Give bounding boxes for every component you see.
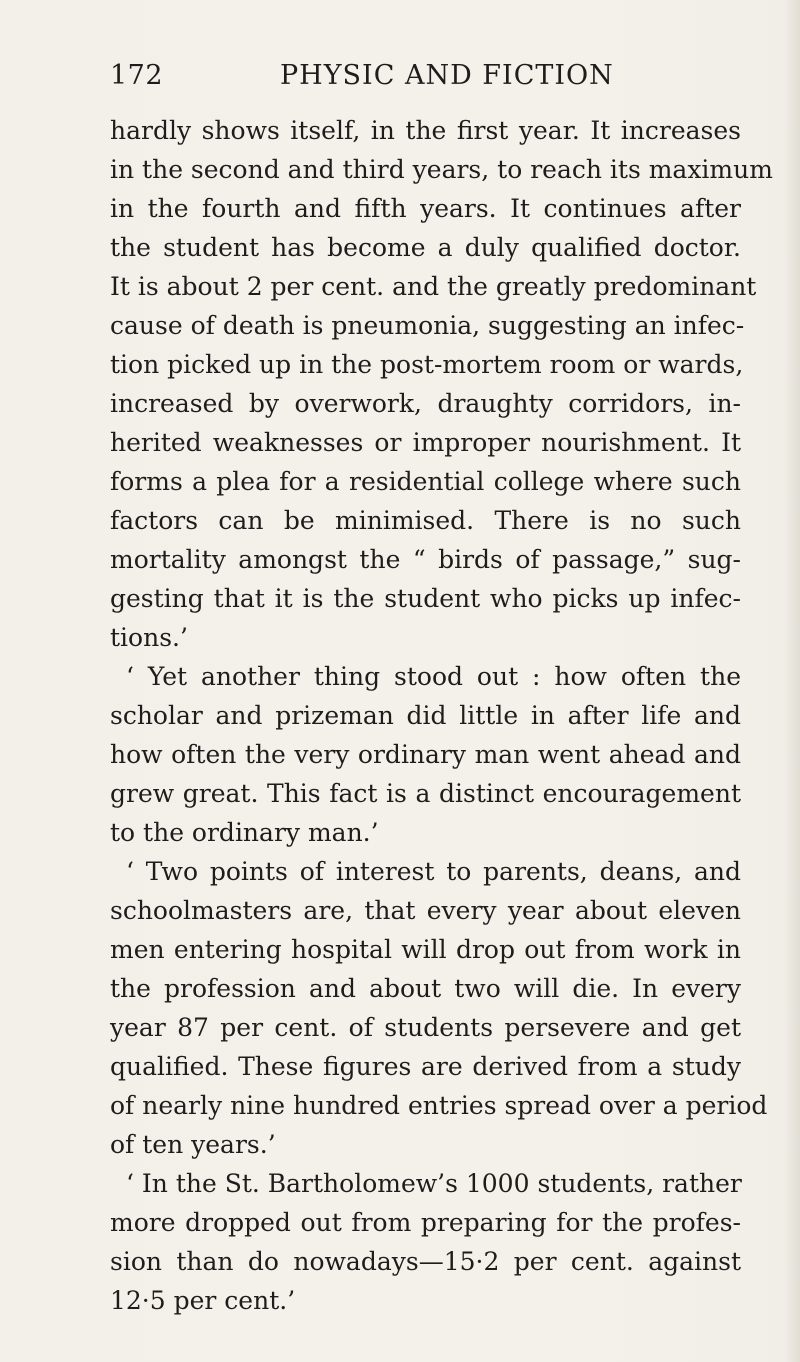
text-line: grew great. This fact is a distinct encouragement: [110, 779, 741, 808]
text-line: factors can be minimised. There is no such: [110, 506, 741, 535]
text-line: scholar and prizeman did little in after life and: [110, 701, 741, 730]
text-line: more dropped out from preparing for the profes-: [110, 1208, 741, 1237]
text-line: It is about 2 per cent. and the greatly predominant: [110, 272, 757, 301]
text-line: increased by overwork, draughty corridors, in-: [110, 389, 741, 418]
text-line: in the fourth and fifth years. It continues after: [110, 194, 741, 223]
text-line: men entering hospital will drop out from work in: [110, 935, 741, 964]
running-head: [110, 60, 740, 100]
text-line: cause of death is pneumonia, suggesting an infec-: [110, 311, 745, 340]
running-title: PHYSIC AND FICTION: [280, 60, 614, 91]
paragraph-start-line: ‘ In the St. Bartholomew’s 1000 students, rather: [126, 1169, 742, 1198]
text-line: herited weaknesses or improper nourishment. It: [110, 428, 741, 457]
text-line: the profession and about two will die. In every: [110, 974, 741, 1003]
page-edge-shadow: [784, 0, 800, 1362]
text-line: in the second and third years, to reach its maximum: [110, 155, 773, 184]
text-line: hardly shows itself, in the first year. It increases: [110, 116, 741, 145]
text-line: mortality amongst the “ birds of passage,” sug-: [110, 545, 741, 574]
body-text: [110, 111, 773, 1320]
text-line: schoolmasters are, that every year about eleven: [110, 896, 741, 925]
text-line: forms a plea for a residential college where such: [110, 467, 741, 496]
paragraph-end-line: 12·5 per cent.’: [110, 1286, 296, 1315]
paragraph-end-line: tions.’: [110, 623, 188, 652]
text-line: of nearly nine hundred entries spread over a period: [110, 1091, 768, 1120]
text-line: tion picked up in the post-mortem room or wards,: [110, 350, 744, 379]
page-number: 172: [110, 60, 164, 91]
text-line: the student has become a duly qualified doctor.: [110, 233, 741, 262]
text-line: gesting that it is the student who picks up infec-: [110, 584, 741, 613]
text-line: year 87 per cent. of students persevere and get: [110, 1013, 741, 1042]
paragraph-start-line: ‘ Yet another thing stood out : how often the: [126, 662, 741, 691]
text-line: qualified. These figures are derived from a study: [110, 1052, 741, 1081]
paragraph-start-line: ‘ Two points of interest to parents, deans, and: [126, 857, 741, 886]
text-line: sion than do nowadays—15·2 per cent. against: [110, 1247, 741, 1276]
text-line: how often the very ordinary man went ahead and: [110, 740, 741, 769]
paragraph-end-line: of ten years.’: [110, 1130, 276, 1159]
paragraph-end-line: to the ordinary man.’: [110, 818, 379, 847]
